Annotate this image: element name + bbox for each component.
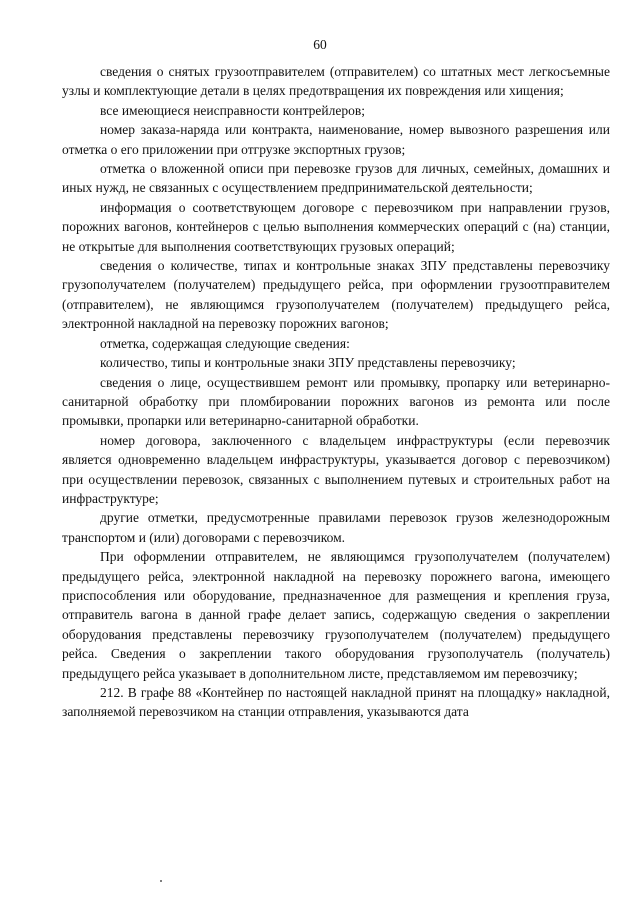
- paragraph-zpu-info: сведения о количестве, типах и контрольные знаках ЗПУ представлены перевозчику грузополучателем (получателем) предыдущего рейса, при оформлении грузоотправителем (отправителем), не являющимся грузополучателем (получателем) предыдущего рейса, электронной накладной на перевозку порожних вагонов;: [62, 258, 610, 332]
- paragraph-order-number: номер заказа-наряда или контракта, наименование, номер вывозного разрешения или отметка о его приложении при отгрузке экспортных грузов;: [62, 122, 610, 157]
- document-body: [62, 62, 610, 722]
- scan-speck: [160, 880, 162, 882]
- paragraph-mark-heading: отметка, содержащая следующие сведения:: [100, 335, 350, 351]
- paragraph-clause-212: 212. В графе 88 «Контейнер по настоящей накладной принят на площадку» накладной, заполняемой перевозчиком на станции отправления, указываются дата: [62, 685, 610, 720]
- paragraph-other-marks: другие отметки, предусмотренные правилами перевозок грузов железнодорожным транспортом и (или) договорами с перевозчиком.: [62, 510, 610, 545]
- paragraph-removed-parts: сведения о снятых грузоотправителем (отправителем) со штатных мест легкосъемные узлы и комплектующие детали в целях предотвращения их повреждения или хищения;: [62, 64, 610, 99]
- page-number: 60: [313, 37, 327, 52]
- paragraph-container-defects: все имеющиеся неисправности контрейлеров;: [100, 102, 365, 118]
- paragraph-zpu-count: количество, типы и контрольные знаки ЗПУ представлены перевозчику;: [100, 355, 516, 371]
- paragraph-infrastructure-contract: номер договора, заключенного с владельцем инфраструктуры (если перевозчик является одновременно владельцем инфраструктуры, указывается договор с перевозчиком) при осуществлении перевозок, связанных с выполнением путевых и строительных работ на инфраструктуре;: [62, 432, 610, 506]
- paragraph-repair-person: сведения о лице, осуществившем ремонт или промывку, пропарку или ветеринарно-санитарной обработку при пломбировании порожних вагонов из ремонта или после промывки, пропарки или ветеринарно-санитарной обработки.: [62, 374, 610, 429]
- paragraph-empty-wagon-equipment: При оформлении отправителем, не являющимся грузополучателем (получателем) предыдущего рейса, электронной накладной на перевозку порожнего вагона, имеющего приспособления или оборудование, предназначенное для размещения и крепления груза, отправитель вагона в данной графе делает запись, содержащую сведения о закреплении оборудования представлены перевозчику грузополучателем (получателем) предыдущего рейса. Сведения о закреплении такого оборудования грузополучатель (получатель) предыдущего рейса указывает в дополнительном листе, представляемом им перевозчику;: [62, 549, 610, 681]
- paragraph-attached-inventory: отметка о вложенной описи при перевозке грузов для личных, семейных, домашних и иных нужд, не связанных с осуществлением предпринимательской деятельности;: [62, 161, 610, 196]
- paragraph-carrier-contract-info: информация о соответствующем договоре с перевозчиком при направлении грузов, порожних вагонов, контейнеров с целью выполнения коммерческих операций с (на) станции, не открытые для выполнения соответствующих грузовых операций;: [62, 199, 610, 254]
